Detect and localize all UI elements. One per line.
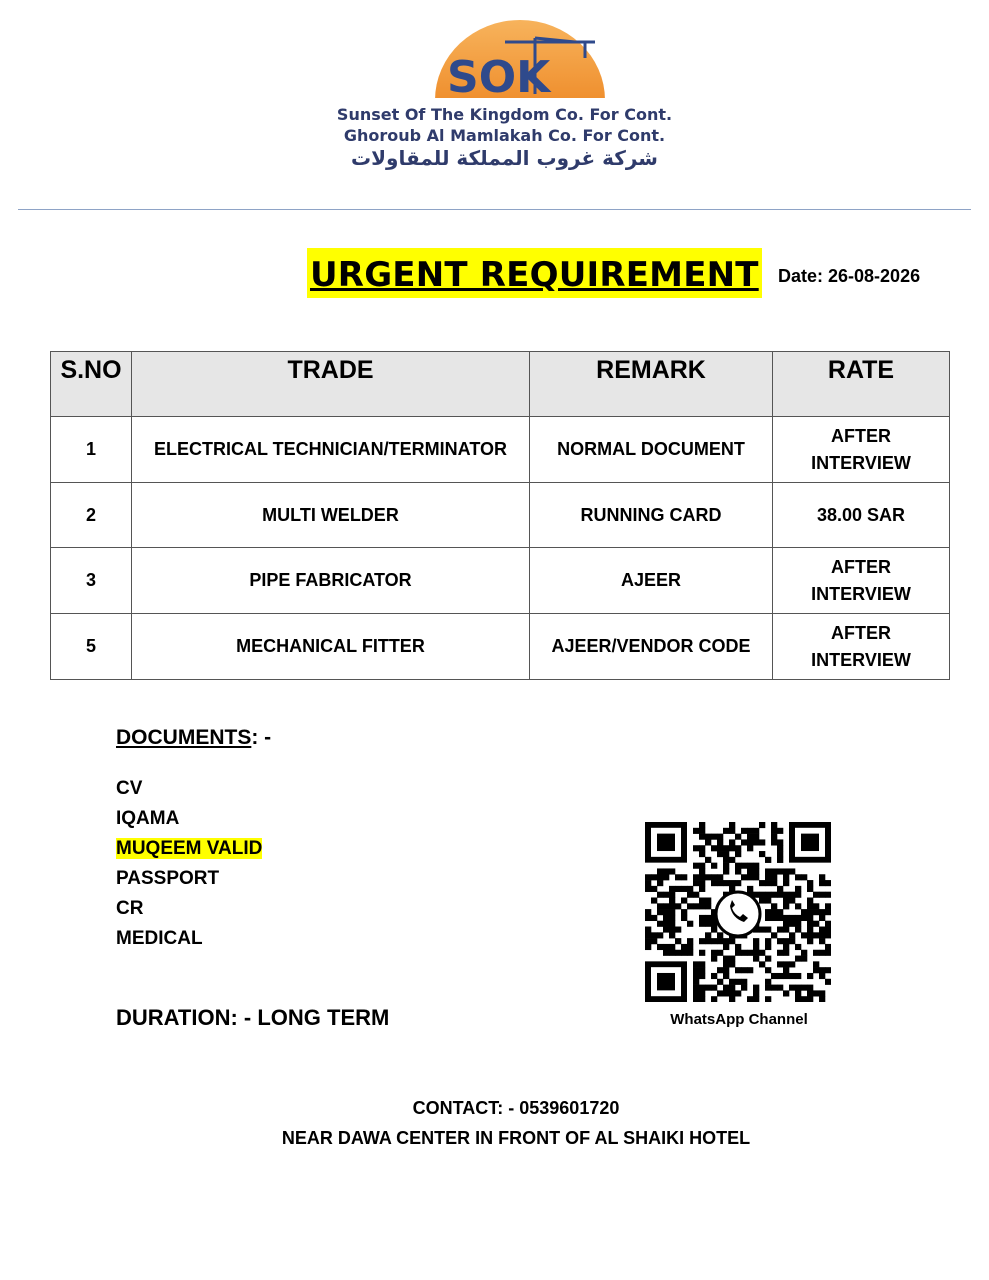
header-rate: RATE bbox=[773, 352, 950, 417]
cell-trade: MULTI WELDER bbox=[132, 483, 530, 548]
table-header-row bbox=[51, 352, 950, 417]
cell-trade: MECHANICAL FITTER bbox=[132, 614, 530, 680]
document-item-label: IQAMA bbox=[116, 808, 180, 829]
contact-address: NEAR DAWA CENTER IN FRONT OF AL SHAIKI HOTEL bbox=[281, 1128, 751, 1148]
document-item-label: CR bbox=[116, 898, 144, 919]
header-remark: REMARK bbox=[530, 352, 773, 417]
logo-text: SOK bbox=[447, 52, 551, 103]
cell-rate: AFTER INTERVIEW bbox=[773, 548, 950, 614]
table-row bbox=[51, 614, 950, 680]
table-row bbox=[51, 483, 950, 548]
company-logo bbox=[425, 18, 615, 106]
cell-rate: AFTER INTERVIEW bbox=[773, 614, 950, 680]
company-name-en-alt: Ghoroub Al Mamlakah Co. For Cont. bbox=[343, 126, 666, 145]
documents-list bbox=[116, 775, 262, 955]
cell-trade: ELECTRICAL TECHNICIAN/TERMINATOR bbox=[132, 417, 530, 483]
list-item bbox=[116, 925, 262, 955]
cell-rate: 38.00 SAR bbox=[773, 483, 950, 548]
company-name-en: Sunset Of The Kingdom Co. For Cont. bbox=[336, 105, 673, 124]
documents-heading bbox=[116, 726, 271, 750]
header-trade: TRADE bbox=[132, 352, 530, 417]
list-item bbox=[116, 805, 262, 835]
company-name-ar: شركة غروب المملكة للمقاولات bbox=[351, 146, 658, 170]
cell-remark: AJEER/VENDOR CODE bbox=[530, 614, 773, 680]
cell-trade: PIPE FABRICATOR bbox=[132, 548, 530, 614]
list-item bbox=[116, 775, 262, 805]
document-item-label: PASSPORT bbox=[116, 868, 220, 889]
documents-heading-label: DOCUMENTS bbox=[116, 726, 252, 749]
page-title: URGENT REQUIREMENT bbox=[307, 248, 762, 298]
table-row bbox=[51, 417, 950, 483]
qr-caption: WhatsApp Channel bbox=[670, 1011, 808, 1028]
list-item bbox=[116, 835, 262, 865]
documents-heading-suffix: : - bbox=[251, 726, 272, 749]
cell-sno: 3 bbox=[51, 548, 132, 614]
cell-sno: 1 bbox=[51, 417, 132, 483]
list-item bbox=[116, 865, 262, 895]
cell-remark: NORMAL DOCUMENT bbox=[530, 417, 773, 483]
cell-remark: RUNNING CARD bbox=[530, 483, 773, 548]
cell-rate: AFTER INTERVIEW bbox=[773, 417, 950, 483]
cell-sno: 2 bbox=[51, 483, 132, 548]
duration-label: DURATION: - LONG TERM bbox=[116, 1005, 390, 1030]
contact-phone: CONTACT: - 0539601720 bbox=[412, 1098, 620, 1118]
header-sno: S.NO bbox=[51, 352, 132, 417]
document-item-label: CV bbox=[116, 778, 143, 799]
document-item-label-highlighted: MUQEEM VALID bbox=[116, 838, 263, 859]
requirements-table bbox=[50, 351, 950, 680]
cell-remark: AJEER bbox=[530, 548, 773, 614]
date-label: Date: 26-08-2026 bbox=[778, 266, 921, 286]
table-row bbox=[51, 548, 950, 614]
header-divider bbox=[18, 209, 971, 210]
document-item-label: MEDICAL bbox=[116, 928, 203, 949]
whatsapp-qr-code[interactable] bbox=[645, 822, 831, 1002]
list-item bbox=[116, 895, 262, 925]
cell-sno: 5 bbox=[51, 614, 132, 680]
whatsapp-icon bbox=[716, 892, 760, 936]
